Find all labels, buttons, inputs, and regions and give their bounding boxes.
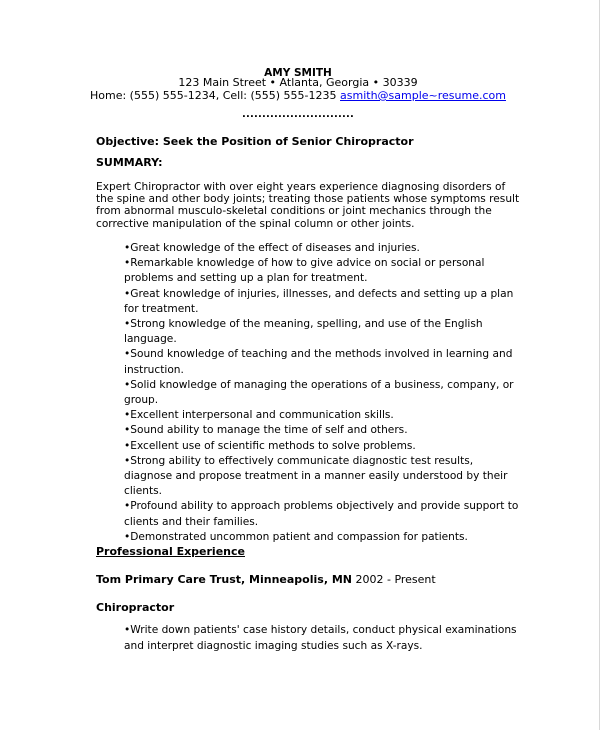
summary-paragraph bbox=[96, 181, 519, 230]
summary-line: Expert Chiropractor with over eight years experience diagnosing disorders of bbox=[96, 181, 506, 193]
summary-line: the spine and other body joints; treating those patients whose symptoms result bbox=[96, 193, 520, 206]
employer-line bbox=[96, 574, 436, 587]
skill-line: •Remarkable knowledge of how to give advice on social or personal bbox=[124, 257, 485, 270]
candidate-name: AMY SMITH bbox=[264, 67, 332, 79]
experience-heading: Professional Experience bbox=[96, 545, 245, 558]
skill-line: •Strong ability to effectively communicate diagnostic test results, bbox=[124, 454, 474, 467]
skill-line: diagnose and propose treatment in a manner easily understood by their bbox=[124, 470, 508, 483]
skill-line: •Excellent use of scientific methods to solve problems. bbox=[124, 439, 416, 452]
skill-line: group. bbox=[124, 394, 159, 407]
skill-line: •Great knowledge of injuries, illnesses, and defects and setting up a plan bbox=[124, 287, 514, 300]
phone-numbers: Home: (555) 555-1234, Cell: (555) 555-1235 bbox=[90, 89, 341, 102]
skill-line: language. bbox=[124, 333, 177, 346]
skill-line: clients. bbox=[124, 485, 162, 498]
skill-line: •Excellent interpersonal and communication skills. bbox=[124, 409, 394, 422]
employment-period: 2002 - Present bbox=[351, 573, 436, 586]
objective-statement: Objective: Seek the Position of Senior Chiropractor bbox=[96, 135, 414, 148]
skill-line: •Sound knowledge of teaching and the methods involved in learning and bbox=[124, 348, 513, 361]
skill-line: •Profound ability to approach problems objectively and provide support to bbox=[124, 500, 519, 513]
job-title: Chiropractor bbox=[96, 601, 175, 614]
skill-line: •Sound ability to manage the time of self and others. bbox=[124, 424, 408, 437]
email-link[interactable]: asmith@sample~resume.com bbox=[340, 89, 506, 102]
skills-list bbox=[124, 241, 518, 545]
duty-line: •Write down patients' case history details, conduct physical examinations bbox=[124, 624, 517, 636]
skill-line: for treatment. bbox=[124, 302, 199, 315]
skill-line: •Demonstrated uncommon patient and compassion for patients. bbox=[124, 530, 468, 543]
skill-line: •Strong knowledge of the meaning, spelling, and use of the English bbox=[124, 318, 483, 331]
summary-heading: SUMMARY: bbox=[96, 156, 163, 169]
skill-line: instruction. bbox=[124, 363, 184, 376]
duty-line: and interpret diagnostic imaging studies such as X-rays. bbox=[124, 639, 423, 652]
duties-list bbox=[124, 623, 517, 654]
skill-line: •Great knowledge of the effect of diseases and injuries. bbox=[124, 242, 420, 254]
skill-line: clients and their families. bbox=[124, 515, 259, 528]
summary-line: corrective manipulation of the spinal column or other joints. bbox=[96, 217, 415, 230]
candidate-address: 123 Main Street • Atlanta, Georgia • 30339 bbox=[178, 76, 418, 89]
contact-line bbox=[0, 89, 596, 103]
header-divider: ............................ bbox=[242, 109, 354, 120]
skill-line: •Solid knowledge of managing the operations of a business, company, or bbox=[124, 378, 514, 391]
skill-line: problems and setting up a plan for treatment. bbox=[124, 272, 368, 285]
summary-line: from abnormal musculo-skeletal conditions or joint mechanics through the bbox=[96, 205, 492, 218]
employer-name: Tom Primary Care Trust, Minneapolis, MN bbox=[96, 573, 352, 586]
